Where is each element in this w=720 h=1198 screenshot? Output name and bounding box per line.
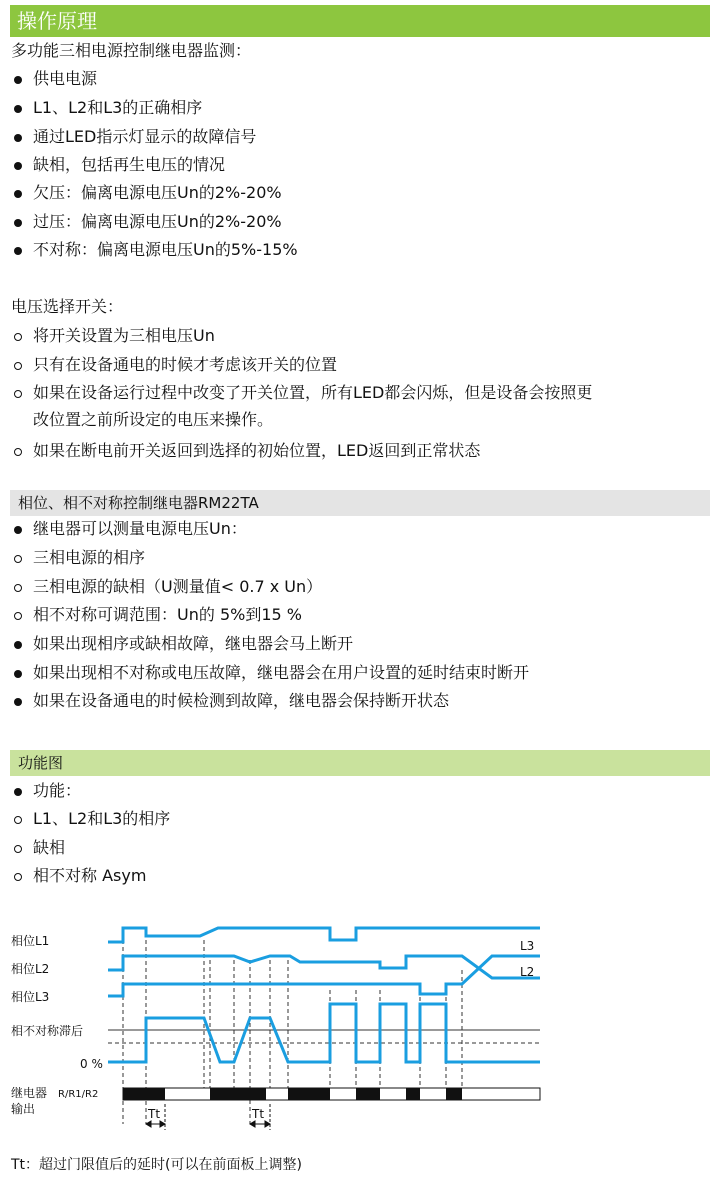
bullet-dot-icon — [14, 526, 22, 534]
asym-signal — [108, 1004, 540, 1062]
bullet-ring-icon — [14, 448, 22, 456]
bullet-dot-icon — [14, 698, 22, 706]
label-zero: 0 % — [80, 1057, 103, 1071]
section-title: 操作原理 — [17, 9, 97, 33]
bullet-ring-icon — [14, 333, 22, 341]
phase-l2-signal — [108, 956, 540, 978]
relay-on-segment — [210, 1088, 266, 1100]
section-header-function-diagram — [10, 750, 710, 776]
relay-output-bar — [123, 1088, 540, 1100]
label-relay: 继电器 — [11, 1086, 48, 1100]
label-asym-lag: 相不对称滞后 — [11, 1024, 84, 1038]
label-tt-1: Tt — [148, 1107, 161, 1121]
bullet-dot-icon — [14, 162, 22, 170]
bullet-dot-icon — [14, 190, 22, 198]
bullet-dot-icon — [14, 247, 22, 255]
bullet-dot-icon — [14, 134, 22, 142]
bullet-dot-icon — [14, 788, 22, 796]
bullet-ring-icon — [14, 612, 22, 620]
bullet-dot-icon — [14, 641, 22, 649]
label-output: 输出 — [11, 1102, 36, 1116]
label-relay-codes: R/R1/R2 — [58, 1089, 99, 1100]
bullet-dot-icon — [14, 76, 22, 84]
relay-on-segment — [123, 1088, 165, 1100]
label-phase-l1: 相位L1 — [11, 934, 50, 948]
relay-on-segment — [446, 1088, 462, 1100]
label-phase-l3: 相位L3 — [11, 990, 50, 1004]
bullet-ring-icon — [14, 555, 22, 563]
section-header-rm22ta — [10, 490, 710, 516]
label-phase-l2: 相位L2 — [11, 962, 50, 976]
bullet-dot-icon — [14, 670, 22, 678]
bullet-ring-icon — [14, 873, 22, 881]
bullet-ring-icon — [14, 845, 22, 853]
label-end-l3: L3 — [520, 939, 535, 953]
relay-on-segment — [288, 1088, 330, 1100]
section-title: 功能图 — [18, 754, 64, 772]
bullet-ring-icon — [14, 390, 22, 398]
timing-diagram — [0, 900, 720, 1140]
signal-lines — [108, 928, 540, 1062]
switch-intro-text: 电压选择开关： — [11, 297, 124, 316]
list-item-continuation: 改位置之前所设定的电压来操作。 — [33, 410, 274, 429]
bullet-dot-icon — [14, 219, 22, 227]
section-header-operation — [10, 5, 710, 37]
bullet-ring-icon — [14, 584, 22, 592]
bullet-dot-icon — [14, 105, 22, 113]
label-tt-2: Tt — [252, 1107, 265, 1121]
section-title: 相位、相不对称控制继电器RM22TA — [18, 494, 259, 512]
label-end-l2: L2 — [520, 965, 535, 979]
relay-on-segment — [406, 1088, 420, 1100]
bullet-ring-icon — [14, 362, 22, 370]
bullet-ring-icon — [14, 816, 22, 824]
phase-l1-signal — [108, 928, 540, 942]
footnote: Tt：超过门限值后的延时(可以在前面板上调整) — [11, 1157, 302, 1173]
intro-text: 多功能三相电源控制继电器监测： — [11, 41, 252, 60]
relay-on-segment — [356, 1088, 380, 1100]
